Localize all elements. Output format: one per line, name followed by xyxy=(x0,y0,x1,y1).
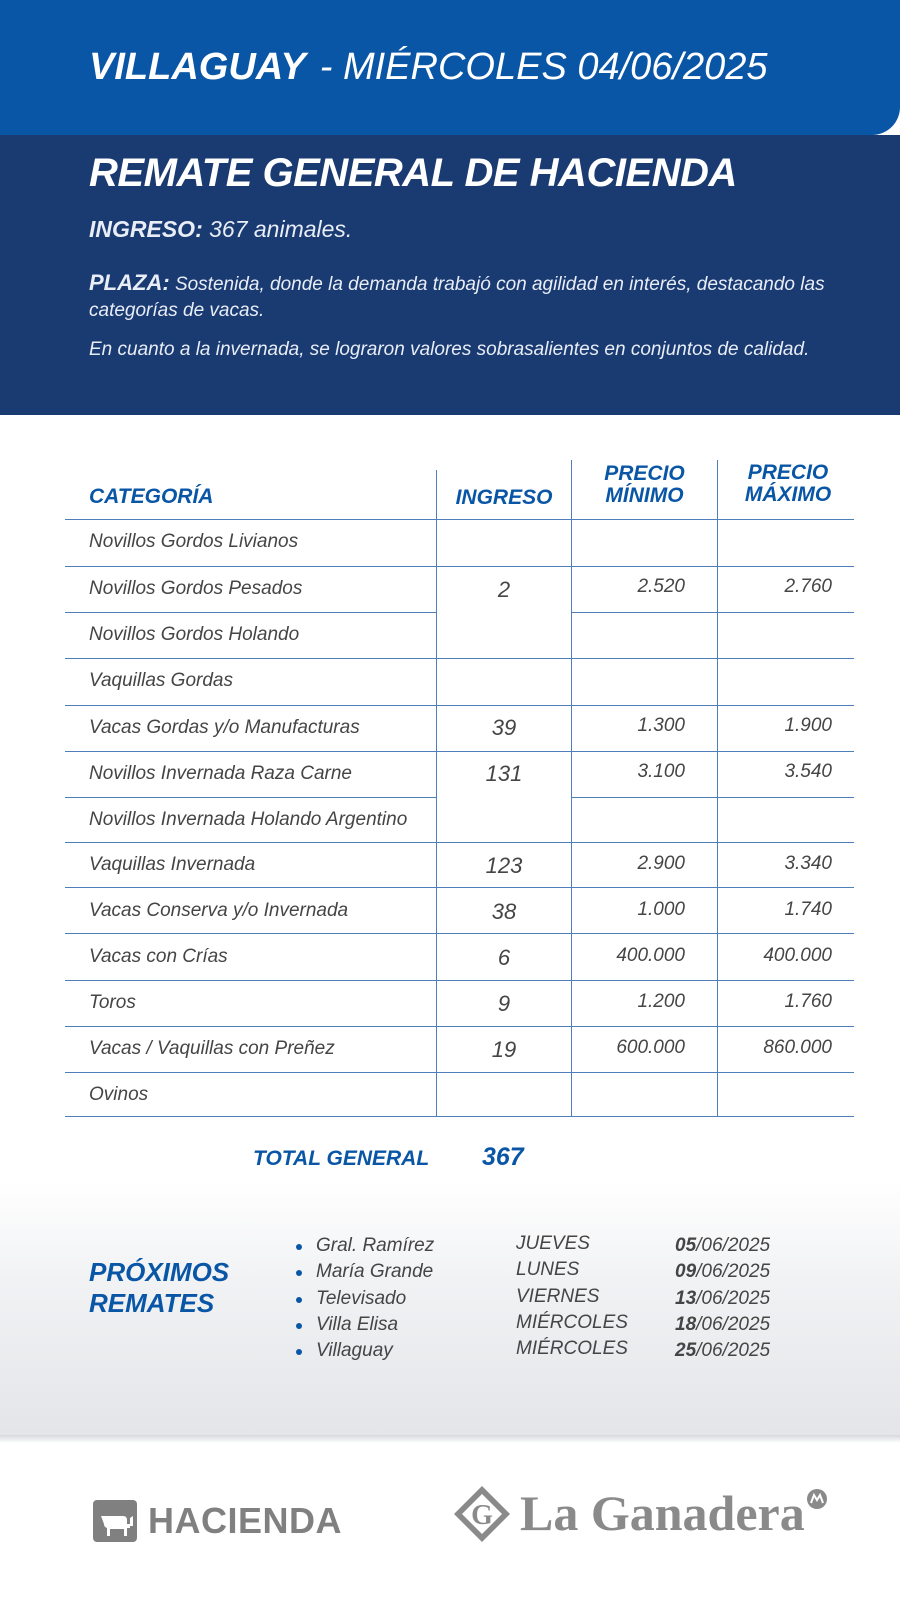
ingreso-summary xyxy=(89,216,352,243)
row-precio-minimo: 1.000 xyxy=(637,899,685,920)
svg-text:G: G xyxy=(471,1500,493,1531)
row-categoria: Vacas Gordas y/o Manufacturas xyxy=(89,717,360,738)
list-item xyxy=(0,1235,900,1261)
row-categoria: Vaquillas Invernada xyxy=(89,854,256,875)
row-categoria: Vacas Conserva y/o Invernada xyxy=(89,900,349,921)
row-categoria: Novillos Invernada Holando Argentino xyxy=(89,809,408,830)
header-title xyxy=(89,46,768,89)
row-categoria: Novillos Invernada Raza Carne xyxy=(89,763,352,784)
row-precio-minimo: 400.000 xyxy=(616,945,685,966)
remate-place: Villa Elisa xyxy=(316,1314,399,1335)
row-precio-minimo: 2.900 xyxy=(637,853,685,874)
list-item xyxy=(0,1261,900,1287)
row-categoria: Vaquillas Gordas xyxy=(89,670,233,691)
row-precio-maximo: 3.540 xyxy=(784,761,832,782)
ingreso-label: INGRESO: xyxy=(89,216,203,242)
total-label: TOTAL GENERAL xyxy=(253,1147,430,1170)
plaza-label: PLAZA: xyxy=(89,270,170,295)
col-header-ingreso: INGRESO xyxy=(455,486,553,509)
remate-day: MIÉRCOLES xyxy=(516,1338,628,1359)
plaza-summary xyxy=(89,270,849,324)
la-ganadera-logo-text: La Ganadera xyxy=(520,1485,805,1541)
row-ingreso: 123 xyxy=(485,853,523,878)
footer-divider xyxy=(0,1435,900,1443)
remate-date: 05/06/2025 xyxy=(675,1235,771,1256)
row-categoria: Novillos Gordos Pesados xyxy=(89,578,303,599)
remate-date: 13/06/2025 xyxy=(675,1288,771,1309)
remate-day: LUNES xyxy=(516,1259,580,1280)
remate-day: MIÉRCOLES xyxy=(516,1312,628,1333)
col-header-precio-minimo: PRECIO MÍNIMO xyxy=(604,462,685,507)
bullet-icon xyxy=(296,1270,302,1276)
row-ingreso: 9 xyxy=(497,991,511,1016)
page-title: REMATE GENERAL DE HACIENDA xyxy=(89,151,737,195)
ingreso-value: 367 animales. xyxy=(209,216,353,242)
cow-icon xyxy=(93,1500,137,1542)
list-item xyxy=(0,1314,900,1340)
table-rule xyxy=(65,519,854,520)
row-precio-minimo: 600.000 xyxy=(616,1037,685,1058)
row-categoria: Novillos Gordos Holando xyxy=(89,624,300,645)
plaza-text: Sostenida, donde la demanda trabajó con agilidad en interés, destacando las categorías de vacas. xyxy=(89,274,825,321)
row-precio-maximo: 1.740 xyxy=(784,899,832,920)
bullet-icon xyxy=(296,1244,302,1250)
row-precio-maximo: 2.760 xyxy=(784,576,832,597)
remate-day: JUEVES xyxy=(516,1233,590,1254)
invernada-summary: En cuanto a la invernada, se lograron valores sobrasalientes en conjuntos de calidad. xyxy=(89,339,810,360)
row-precio-maximo: 3.340 xyxy=(784,853,832,874)
row-precio-minimo: 1.300 xyxy=(637,715,685,736)
col-header-precio-maximo: PRECIO MÁXIMO xyxy=(744,461,832,506)
row-categoria: Vacas / Vaquillas con Preñez xyxy=(89,1038,335,1059)
remate-place: María Grande xyxy=(316,1261,434,1282)
row-precio-minimo: 3.100 xyxy=(637,761,685,782)
remate-place: Villaguay xyxy=(316,1340,393,1361)
row-ingreso: 39 xyxy=(491,715,517,740)
row-categoria: Ovinos xyxy=(89,1084,149,1105)
row-ingreso-novillos-gordos: 2 xyxy=(497,577,511,602)
row-categoria: Vacas con Crías xyxy=(89,946,228,967)
col-header-categoria: CATEGORÍA xyxy=(89,485,214,508)
la-ganadera-emblem-icon xyxy=(452,1484,512,1544)
bullet-icon xyxy=(296,1323,302,1329)
remate-date: 09/06/2025 xyxy=(675,1261,771,1282)
header-date: - MIÉRCOLES 04/06/2025 xyxy=(319,46,768,88)
remate-date: 25/06/2025 xyxy=(675,1340,771,1361)
row-categoria: Toros xyxy=(89,992,136,1013)
row-precio-minimo: 2.520 xyxy=(637,576,685,597)
row-ingreso: 6 xyxy=(497,945,511,970)
remate-place: Gral. Ramírez xyxy=(316,1235,435,1256)
row-precio-minimo: 1.200 xyxy=(637,991,685,1012)
hacienda-logo-text: HACIENDA xyxy=(148,1500,343,1541)
remate-place: Televisado xyxy=(316,1288,407,1309)
row-ingreso: 19 xyxy=(491,1037,517,1062)
row-precio-maximo: 860.000 xyxy=(763,1037,832,1058)
row-ingreso: 131 xyxy=(485,761,523,786)
bullet-icon xyxy=(296,1349,302,1355)
row-precio-maximo: 1.760 xyxy=(784,991,832,1012)
bullet-icon xyxy=(296,1297,302,1303)
trademark-icon xyxy=(806,1488,828,1510)
row-ingreso: 38 xyxy=(491,899,517,924)
total-value: 367 xyxy=(482,1143,524,1171)
proximos-title: PRÓXIMOS REMATES xyxy=(89,1257,230,1318)
list-item xyxy=(0,1340,900,1366)
remate-date: 18/06/2025 xyxy=(675,1314,771,1335)
remate-day: VIERNES xyxy=(516,1286,600,1307)
list-item xyxy=(0,1288,900,1314)
row-precio-maximo: 400.000 xyxy=(763,945,832,966)
row-categoria: Novillos Gordos Livianos xyxy=(89,531,299,552)
header-location: VILLAGUAY xyxy=(89,46,306,88)
row-precio-maximo: 1.900 xyxy=(784,715,832,736)
